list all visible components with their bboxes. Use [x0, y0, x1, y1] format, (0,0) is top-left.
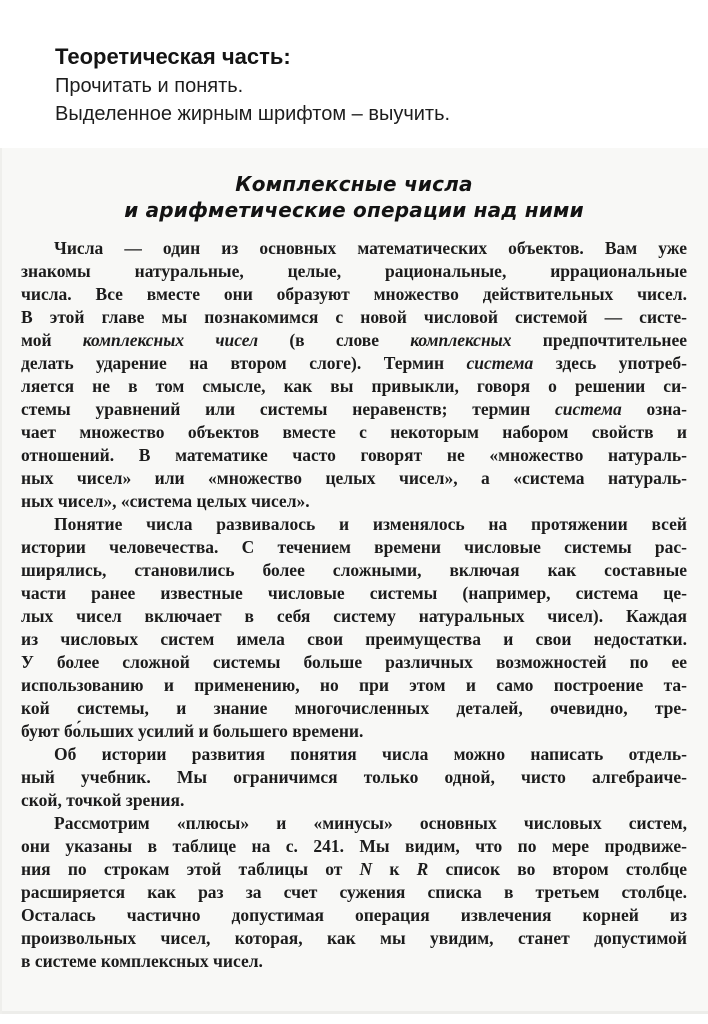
- text-segment: Осталась частично допустимая операция извлечения корней из: [21, 905, 687, 925]
- emphasized-text: система: [466, 353, 534, 373]
- text-segment: в системе комплексных чисел.: [21, 951, 263, 971]
- text-segment: использованию и применению, но при этом и само построение та-: [21, 675, 687, 695]
- text-segment: чает множество объектов вместе с некоторым набором свойств и: [21, 422, 687, 442]
- header-instruction-2: Выделенное жирным шрифтом – выучить.: [55, 103, 451, 125]
- text-segment: У более сложной системы больше различных возможностей по ее: [21, 652, 687, 672]
- book-text-line: [21, 651, 687, 674]
- book-title-line-1: Комплексные числа: [235, 172, 473, 196]
- text-segment: Рассмотрим «плюсы» и «минусы» основных числовых систем,: [54, 813, 687, 833]
- book-text-line: [21, 628, 687, 651]
- text-segment: из числовых систем имела свои преимущества и свои недостатки.: [21, 629, 687, 649]
- emphasized-text: комплексных чисел: [82, 330, 259, 350]
- text-segment: стемы уравнений или системы неравенств; термин: [21, 399, 556, 419]
- text-segment: числа. Все вместе они образуют множество действительных чисел.: [21, 284, 687, 304]
- book-text-line: [21, 490, 687, 513]
- book-text-line: [21, 927, 687, 950]
- book-text-line: [21, 605, 687, 628]
- text-segment: ляется не в том смысле, как вы привыкли, говоря о решении си-: [21, 376, 687, 396]
- math-symbol: R: [416, 859, 429, 879]
- text-segment: буют бо́льших усилий и большего времени.: [21, 721, 364, 741]
- text-segment: Об истории развития понятия числа можно написать отдель-: [54, 744, 687, 764]
- math-symbol: N: [359, 859, 373, 879]
- book-text-line: [21, 398, 687, 421]
- book-text-line: [21, 789, 687, 812]
- book-text-line: [21, 559, 687, 582]
- text-segment: расширяется как раз за счет сужения списка в третьем столбце.: [21, 882, 687, 902]
- book-text-line: [21, 283, 687, 306]
- text-segment: они указаны в таблице на с. 241. Мы видим, что по мере продвиже-: [21, 836, 687, 856]
- text-segment: делать ударение на втором слоге). Термин: [21, 353, 467, 373]
- text-segment: ных чисел» или «множество целых чисел», а «система натураль-: [21, 468, 687, 488]
- text-segment: Понятие числа развивалось и изменялось на протяжении всей: [54, 514, 687, 534]
- book-text-line: [21, 697, 687, 720]
- book-text-line: [21, 835, 687, 858]
- text-segment: (в слове: [258, 330, 411, 350]
- emphasized-text: комплексных: [410, 330, 512, 350]
- header-title: Теоретическая часть:: [55, 44, 291, 69]
- text-segment: произвольных чисел, которая, как мы увидим, станет допустимой: [21, 928, 687, 948]
- book-page-scan: [0, 148, 708, 1014]
- book-text-line: [21, 812, 687, 835]
- text-segment: к: [372, 859, 417, 879]
- text-segment: ширялись, становились более сложными, включая как составные: [21, 560, 687, 580]
- book-text-line: [21, 674, 687, 697]
- book-text-line: [21, 467, 687, 490]
- text-segment: ных чисел», «система целых чисел».: [21, 491, 310, 511]
- book-title-line-2: и арифметические операции над ними: [124, 198, 584, 222]
- text-segment: кой системы, и знание многочисленных деталей, очевидно, тре-: [21, 698, 687, 718]
- header-instruction-1: Прочитать и понять.: [55, 75, 244, 97]
- text-segment: отношений. В математике часто говорят не «множество натураль-: [21, 445, 687, 465]
- book-text-line: [21, 858, 687, 881]
- book-text-line: [21, 444, 687, 467]
- text-segment: В этой главе мы познакомимся с новой числовой системой — систе-: [21, 307, 687, 327]
- book-text-line: [21, 421, 687, 444]
- text-segment: список во втором столбце: [428, 859, 687, 879]
- text-segment: мой: [21, 330, 83, 350]
- book-text-line: [21, 743, 687, 766]
- book-text-line: [21, 766, 687, 789]
- text-segment: предпочтительнее: [511, 330, 687, 350]
- book-text-line: [21, 352, 687, 375]
- book-title: [0, 171, 708, 223]
- book-text-line: [21, 904, 687, 927]
- book-text-line: [21, 260, 687, 283]
- book-text-line: [21, 950, 687, 973]
- text-segment: ный учебник. Мы ограничимся только одной, чисто алгебраиче-: [21, 767, 687, 787]
- text-segment: ния по строкам этой таблицы от: [21, 859, 360, 879]
- text-segment: озна-: [621, 399, 687, 419]
- book-text-line: [21, 513, 687, 536]
- book-text-line: [21, 375, 687, 398]
- text-segment: истории человечества. С течением времени числовые системы рас-: [21, 537, 687, 557]
- book-text-line: [21, 306, 687, 329]
- text-segment: части ранее известные числовые системы (например, система це-: [21, 583, 687, 603]
- book-text-line: [21, 582, 687, 605]
- book-paragraphs: [21, 237, 687, 973]
- text-segment: здесь употреб-: [533, 353, 687, 373]
- emphasized-text: система: [555, 399, 622, 419]
- text-segment: лых чисел включает в себя систему натуральных чисел). Каждая: [21, 606, 687, 626]
- text-segment: Числа — один из основных математических объектов. Вам уже: [54, 238, 687, 258]
- book-text-line: [21, 237, 687, 260]
- book-text-line: [21, 329, 687, 352]
- header-notes: [55, 42, 450, 128]
- text-segment: ской, точкой зрения.: [21, 790, 185, 810]
- book-text-line: [21, 720, 687, 743]
- book-text-line: [21, 536, 687, 559]
- book-text-line: [21, 881, 687, 904]
- text-segment: знакомы натуральные, целые, рациональные, иррациональные: [21, 261, 687, 281]
